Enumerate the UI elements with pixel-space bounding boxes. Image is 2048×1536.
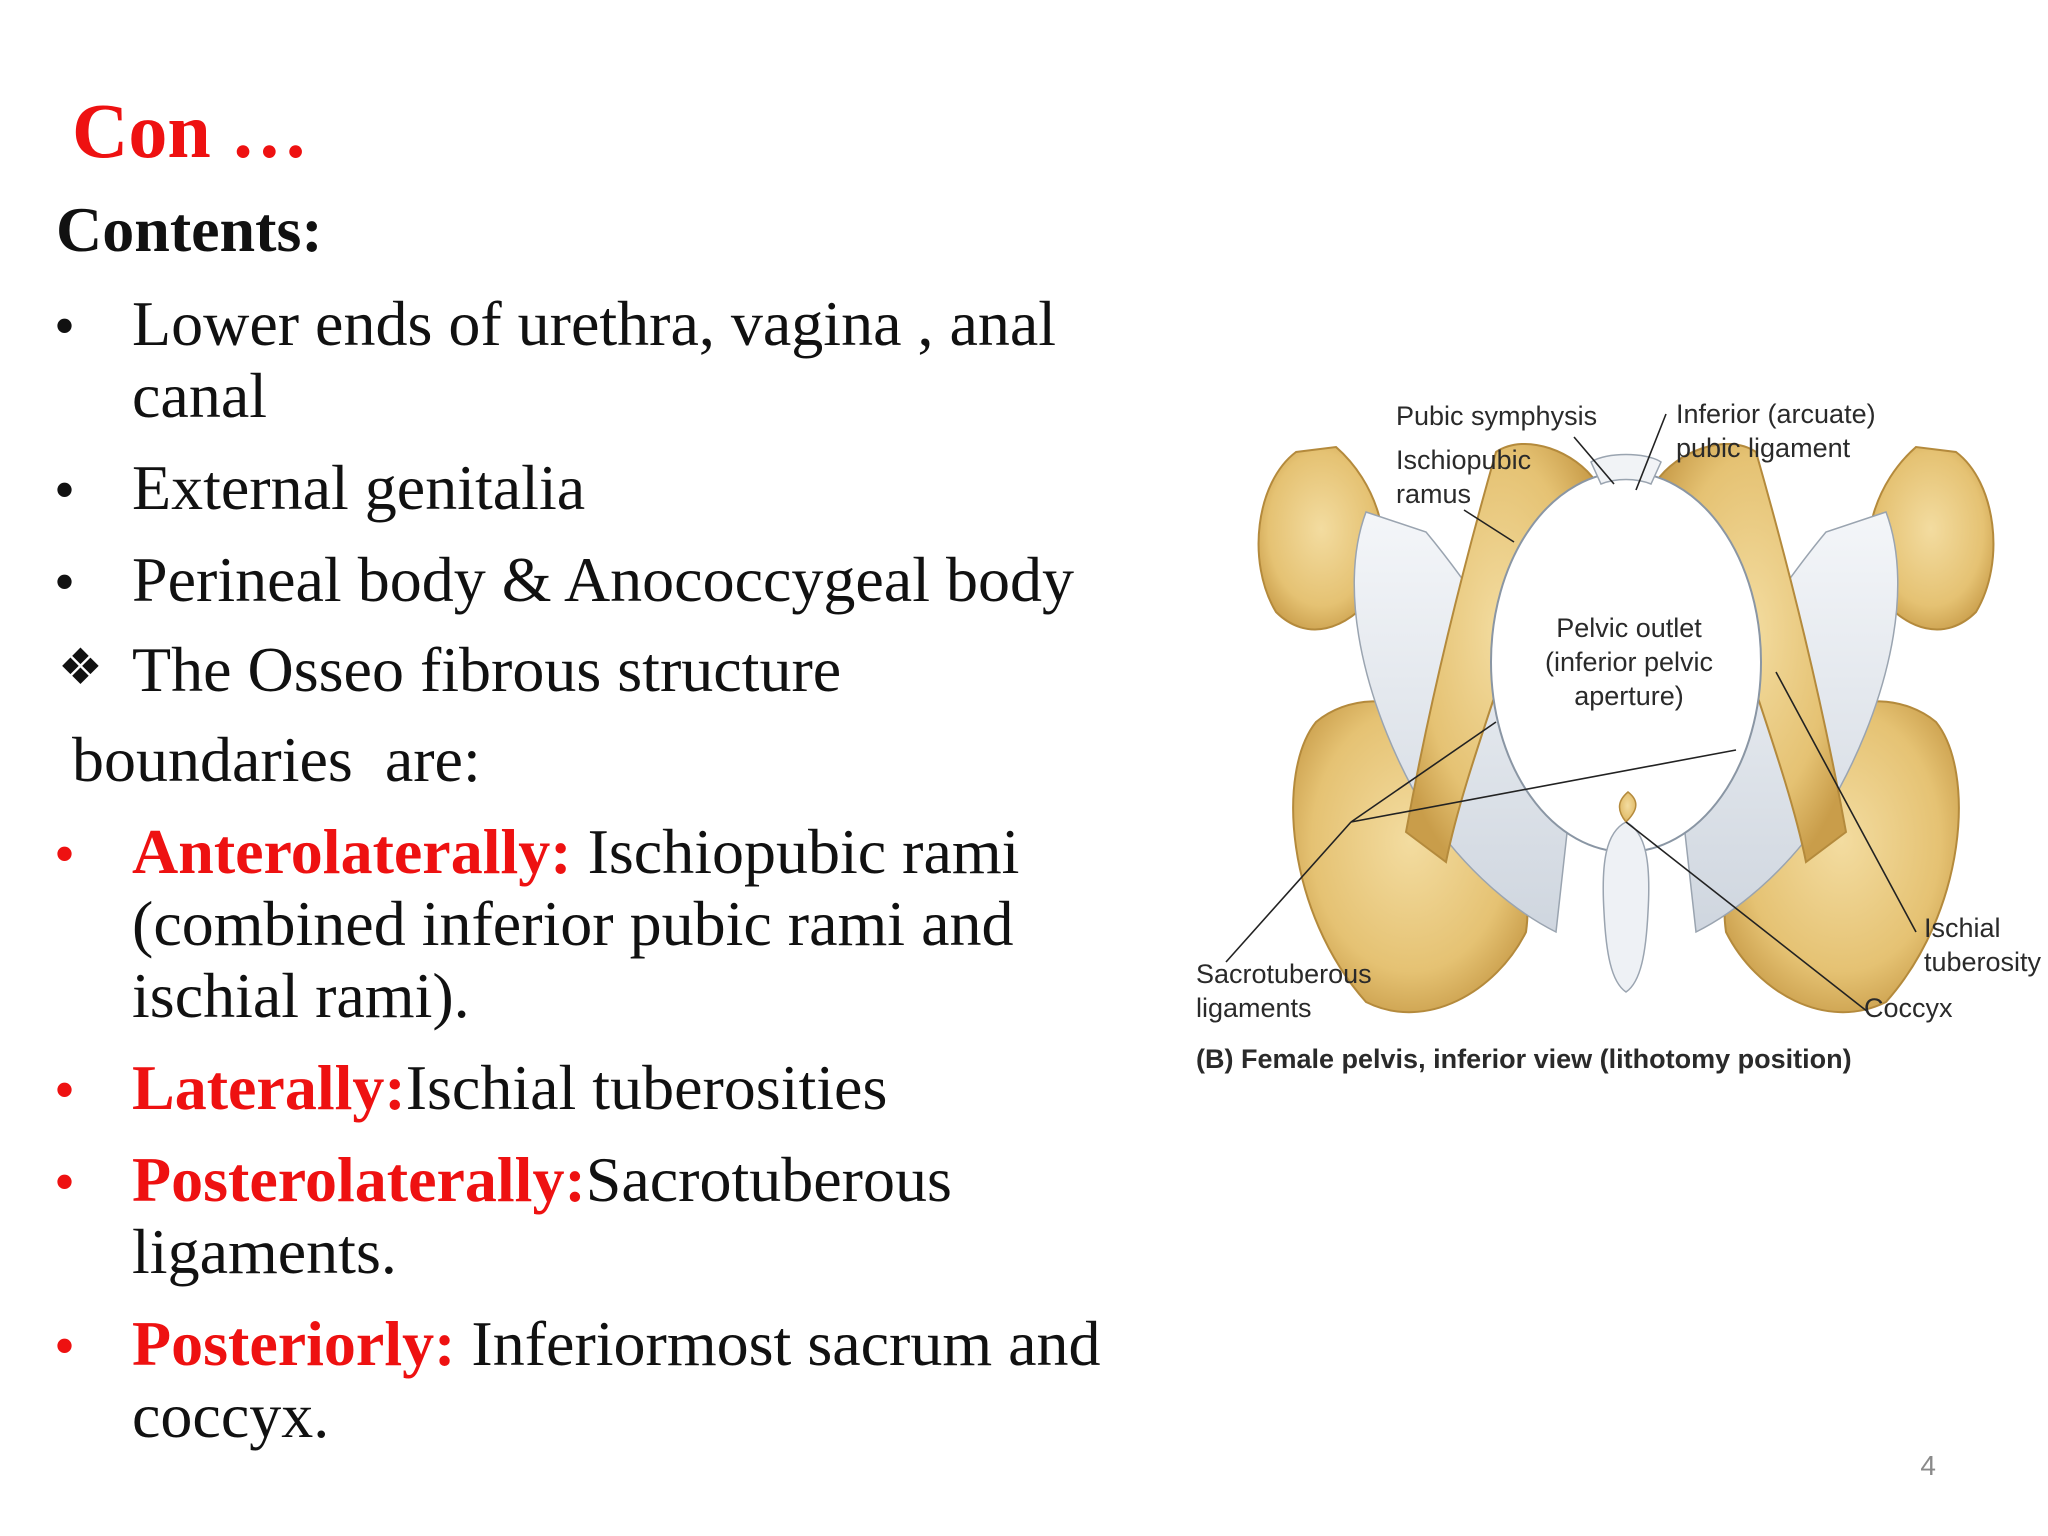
bullet-marker: • (54, 293, 76, 359)
label-line: Pelvic outlet (1556, 613, 1702, 643)
slide-title: Con … (72, 87, 309, 174)
label-pelvic-outlet (1544, 612, 1714, 713)
page-number: 4 (1920, 1450, 1936, 1481)
boundary-posterior (132, 1308, 1101, 1379)
label-ischiopubic-ramus (1396, 444, 1531, 512)
label-line: aperture) (1574, 680, 1684, 711)
boundary-text: Inferiormost sacrum and (455, 1308, 1101, 1379)
boundary-posterolateral-cont: ligaments. (132, 1216, 397, 1287)
label-line: ligaments (1196, 992, 1312, 1023)
boundary-term: Posterolaterally: (132, 1144, 586, 1215)
contents-item-3: Perineal body & Anococcygeal body (132, 544, 1074, 615)
label-line: tuberosity (1924, 946, 2042, 977)
boundary-lateral (132, 1052, 888, 1123)
bullet-marker: • (54, 1149, 76, 1215)
figure-caption: (B) Female pelvis, inferior view (lithotomy position) (1196, 1044, 1852, 1074)
boundary-term: Posteriorly: (132, 1308, 456, 1379)
bullet-marker: • (54, 457, 76, 523)
label-line: pubic ligament (1676, 432, 1851, 463)
diamond-bullet-icon: ❖ (58, 639, 103, 695)
label-line: Ischiopubic (1396, 445, 1532, 475)
boundary-text: Ischial tuberosities (405, 1052, 888, 1123)
label-line: Inferior (arcuate) (1676, 399, 1876, 429)
boundary-posterior-cont: coccyx. (132, 1380, 330, 1451)
label-pubic-symphysis: Pubic symphysis (1396, 401, 1598, 431)
label-line: ramus (1396, 478, 1472, 509)
boundary-text: Ischiopubic rami (571, 816, 1020, 887)
boundary-term: Anterolaterally: (132, 816, 572, 887)
boundary-anterolateral-cont: (combined inferior pubic rami and (132, 888, 1014, 959)
contents-heading: Contents: (56, 194, 323, 265)
boundaries-line: boundaries are: (72, 724, 481, 795)
boundary-text: Sacrotuberous (585, 1144, 952, 1215)
bullet-marker: • (54, 549, 76, 615)
label-arcuate-ligament (1676, 398, 1876, 466)
boundary-posterolateral (132, 1144, 952, 1215)
label-line: (inferior pelvic (1544, 646, 1714, 677)
bullet-marker: • (54, 821, 76, 887)
boundary-term: Laterally: (132, 1052, 406, 1123)
label-line: Sacrotuberous (1196, 959, 1372, 989)
bullet-marker: • (54, 1057, 76, 1123)
contents-item-1-cont: canal (132, 360, 267, 431)
label-sacrotuberous-ligaments (1196, 958, 1372, 1026)
pelvis-figure (1196, 392, 2048, 1112)
bullet-marker: • (54, 1313, 76, 1379)
osseo-line: The Osseo fibrous structure (132, 634, 842, 705)
contents-item-2: External genitalia (132, 452, 586, 523)
contents-item-1: Lower ends of urethra, vagina , anal (132, 288, 1057, 359)
label-line: Ischial (1924, 913, 2001, 943)
coccyx (1603, 822, 1649, 992)
boundary-anterolateral (132, 816, 1020, 887)
boundary-anterolateral-cont: ischial rami). (132, 960, 470, 1031)
label-coccyx: Coccyx (1864, 993, 1953, 1023)
label-ischial-tuberosity (1924, 912, 2041, 980)
